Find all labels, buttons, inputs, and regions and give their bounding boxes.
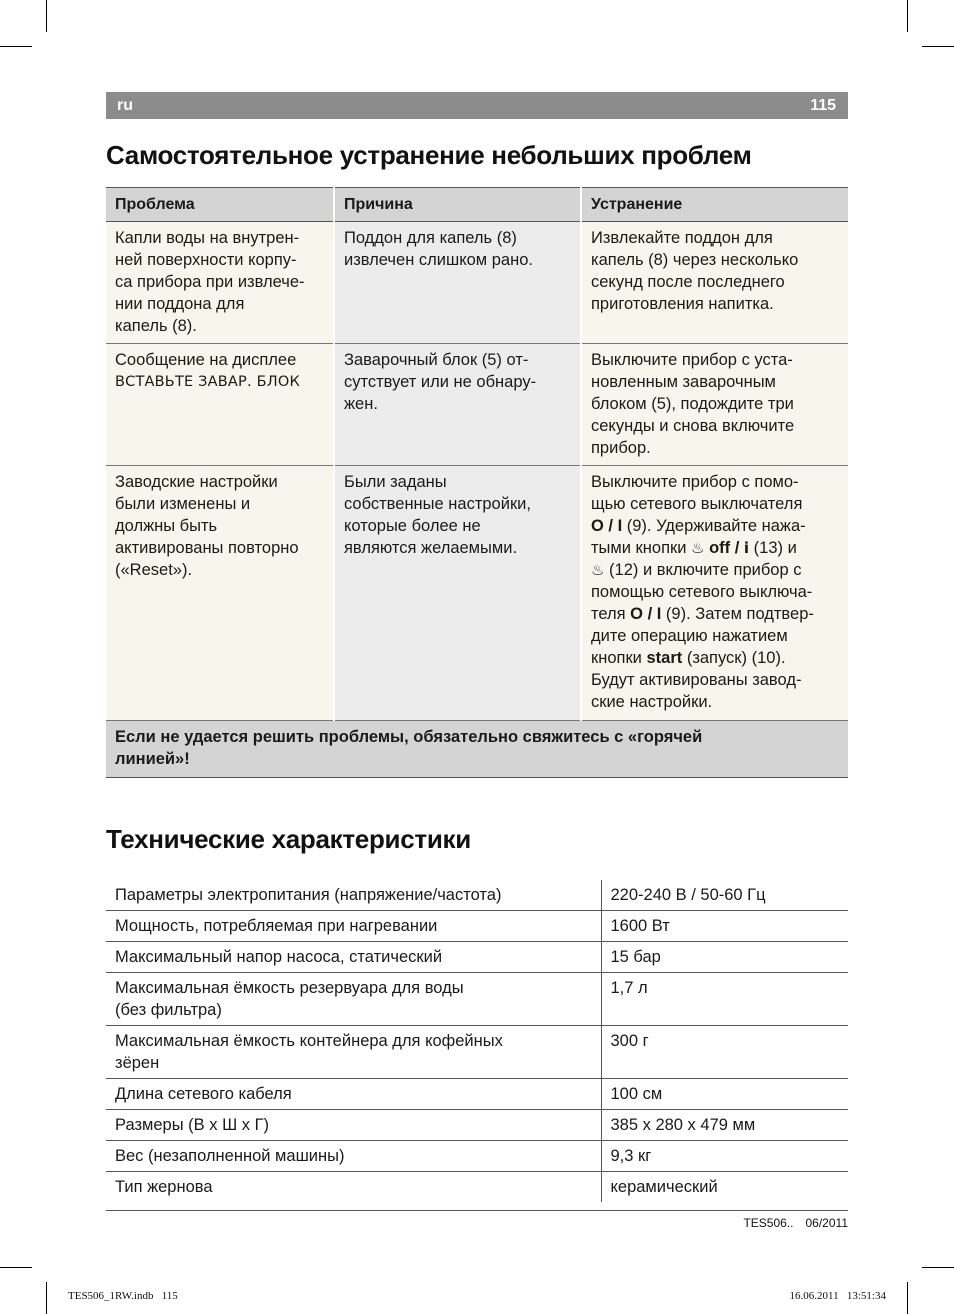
- column-header-cause: Причина: [334, 188, 581, 222]
- spec-label: Длина сетевого кабеля: [106, 1079, 601, 1110]
- off-key-label: off /: [709, 539, 744, 557]
- fix-cell: Выключите прибор с уста- новленным заварочным блоком (5), подождите три секунды и снова включите прибор.: [581, 344, 848, 466]
- crop-mark: [907, 1282, 908, 1314]
- crop-mark: [922, 46, 954, 47]
- spec-label: Параметры электропитания (напряжение/частота): [106, 880, 601, 911]
- table-row: [106, 911, 848, 942]
- spec-value: 100 см: [601, 1079, 848, 1110]
- table-row: [106, 1110, 848, 1141]
- table-row: [106, 1079, 848, 1110]
- language-code: ru: [117, 97, 133, 114]
- display-message: ВСТАВЬТЕ ЗАВАР. БЛОК: [115, 374, 300, 390]
- spec-value: керамический: [601, 1172, 848, 1203]
- footer-model: [743, 1216, 848, 1230]
- table-row: [106, 466, 848, 721]
- spec-value: 385 х 280 х 479 мм: [601, 1110, 848, 1141]
- start-key-label: start: [646, 649, 683, 667]
- spec-label: Вес (незаполненной машины): [106, 1141, 601, 1172]
- column-header-fix: Устранение: [581, 188, 848, 222]
- troubleshooting-title: Самостоятельное устранение небольших проблем: [106, 140, 752, 170]
- problem-cell: Заводские настройки были изменены и должны быть активированы повторно («Reset»).: [106, 466, 334, 721]
- spec-label: Размеры (В х Ш х Г): [106, 1110, 601, 1141]
- table-row: [106, 222, 848, 344]
- crop-mark: [46, 0, 47, 32]
- fix-cell: Выключите прибор с помо- щью сетевого выключателя O / I (9). Удерживайте нажа- тыми кнопки ♨ off / i (13) и ♨ (12) и включите прибор с помощью сетевого выключа- теля O / I (9). Затем подтвер- дите операцию нажатием кнопки start (запуск) (10). Будут активированы завод- ские настройки.: [581, 466, 848, 721]
- problem-cell: Капли воды на внутрен- ней поверхности корпу- са прибора при извлече- нии поддона для капель (8).: [106, 222, 334, 344]
- table-row: [106, 942, 848, 973]
- fix-cell: Извлекайте поддон для капель (8) через несколько секунд после последнего приготовления напитка.: [581, 222, 848, 344]
- edition-date: 06/2011: [805, 1216, 848, 1230]
- table-row: [106, 344, 848, 466]
- table-row: [106, 973, 848, 1026]
- spec-value: 300 г: [601, 1026, 848, 1079]
- footer-divider: [106, 1210, 848, 1211]
- crop-mark: [0, 1267, 32, 1268]
- problem-cell: Сообщение на дисплее ВСТАВЬТЕ ЗАВАР. БЛОК: [106, 344, 334, 466]
- print-slug-timestamp: 16.06.2011 13:51:34: [789, 1290, 886, 1302]
- page-number: 115: [810, 97, 836, 114]
- cause-cell: Были заданы собственные настройки, которые более не являются желаемыми.: [334, 466, 581, 721]
- cause-cell: Поддон для капель (8) извлечен слишком рано.: [334, 222, 581, 344]
- spec-value: 220-240 В / 50-60 Гц: [610, 886, 766, 904]
- spec-label: Максимальный напор насоса, статический: [106, 942, 601, 973]
- print-slug-file: TES506_1RW.indb 115: [68, 1290, 178, 1302]
- info-icon: i: [743, 539, 750, 557]
- page-header-bar: [106, 92, 848, 119]
- table-row: [106, 1141, 848, 1172]
- spec-value: 15 бар: [601, 942, 848, 973]
- crop-mark: [46, 1282, 47, 1314]
- crop-mark: [907, 0, 908, 32]
- cause-cell: Заварочный блок (5) от- сутствует или не обнару- жен.: [334, 344, 581, 466]
- spec-value: 9,3 кг: [601, 1141, 848, 1172]
- spec-label: Максимальная ёмкость контейнера для кофейных зёрен: [106, 1026, 601, 1079]
- steam-icon: ♨: [591, 561, 605, 579]
- troubleshooting-table: [106, 187, 848, 778]
- hotline-note-row: [106, 721, 848, 778]
- spec-value: 1600 Вт: [601, 911, 848, 942]
- table-row: [106, 1172, 848, 1203]
- model-number: TES506..: [743, 1216, 794, 1230]
- spec-value: 1,7 л: [601, 973, 848, 1026]
- mild-coffee-icon: ♨: [691, 539, 705, 557]
- spec-label: Максимальная ёмкость резервуара для воды (без фильтра): [106, 973, 601, 1026]
- column-header-problem: Проблема: [106, 188, 334, 222]
- table-row: [106, 1026, 848, 1079]
- power-switch-label: O / I: [591, 517, 623, 535]
- hotline-note: Если не удается решить проблемы, обязательно свяжитесь с «горячей линией»!: [106, 721, 848, 778]
- spec-label: Тип жернова: [106, 1172, 601, 1203]
- specs-title: Технические характеристики: [106, 824, 471, 854]
- spec-label: Мощность, потребляемая при нагревании: [106, 911, 601, 942]
- crop-mark: [0, 46, 32, 47]
- crop-mark: [922, 1267, 954, 1268]
- power-switch-label: O / I: [630, 605, 662, 623]
- table-row: [106, 880, 848, 911]
- table-header-row: [106, 188, 848, 222]
- specs-table: [106, 880, 848, 1202]
